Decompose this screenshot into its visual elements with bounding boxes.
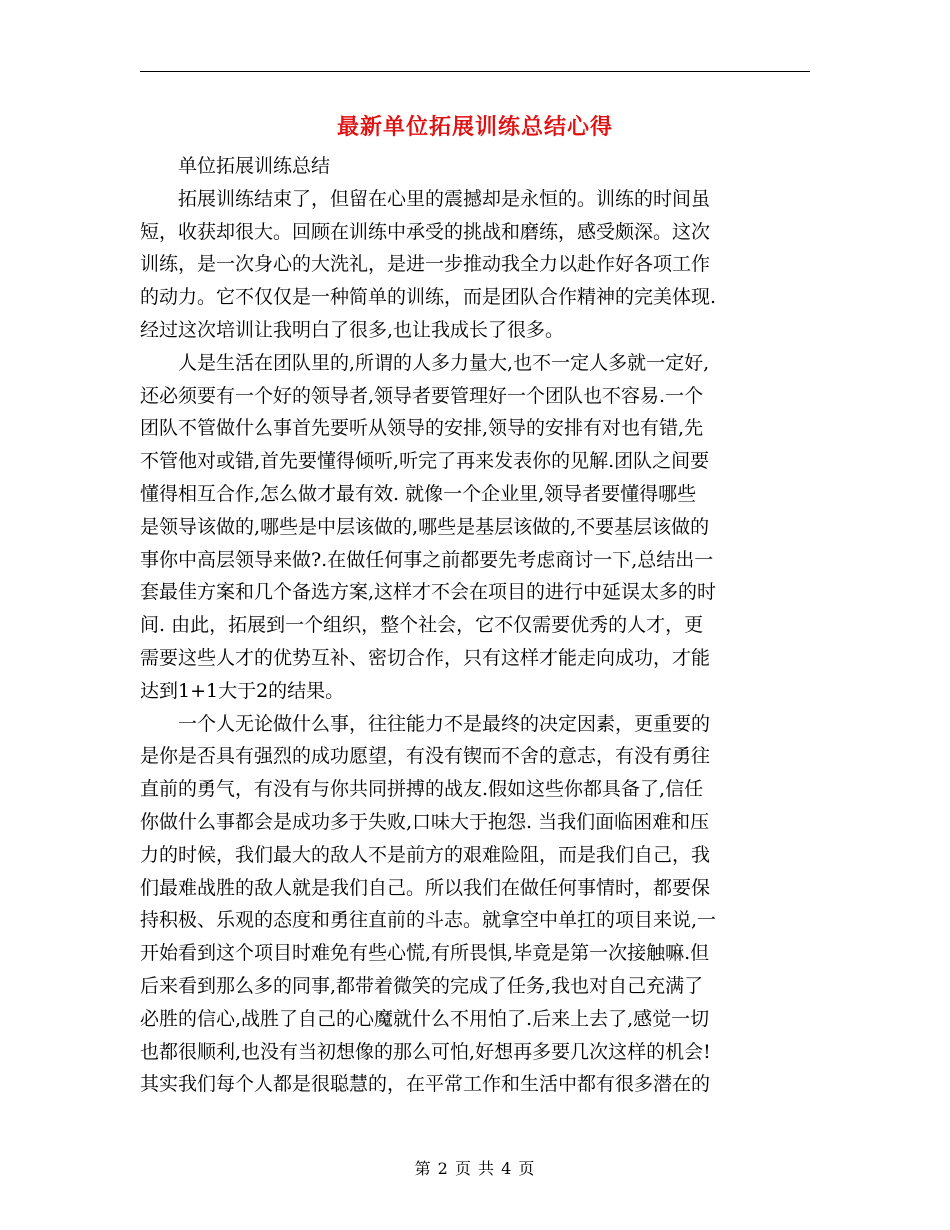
- body-line: 需要这些人才的优势互补、密切合作，只有这样才能走向成功，才能: [140, 646, 711, 669]
- body-line: 人是生活在团队里的,所谓的人多力量大,也不一定人多就一定好,: [140, 351, 710, 374]
- body-line: 拓展训练结束了，但留在心里的震撼却是永恒的。训练的时间虽: [140, 187, 711, 210]
- body-line: 单位拓展训练总结: [140, 155, 331, 177]
- body-line: 直前的勇气，有没有与你共同拼搏的战友.假如这些你都具备了,信任: [140, 778, 704, 801]
- body-line: 的动力。它不仅仅是一种简单的训练，而是团队合作精神的完美体现.: [140, 286, 717, 309]
- body-line: 经过这次培训让我明白了很多,也让我成长了很多。: [140, 318, 565, 341]
- body-line: 短，收获却很大。回顾在训练中承受的挑战和磨练，感受颇深。这次: [140, 220, 711, 243]
- body-line: 达到1+1大于2的结果。: [140, 679, 345, 702]
- body-line: 其实我们每个人都是很聪慧的，在平常工作和生活中都有很多潜在的: [140, 1073, 711, 1096]
- body-line: 开始看到这个项目时难免有些心慌,有所畏惧,毕竟是第一次接触嘛.但: [140, 942, 710, 965]
- body-line: 是你是否具有强烈的成功愿望，有没有锲而不舍的意志，有没有勇往: [140, 745, 711, 768]
- body-line: 事你中高层领导来做?.在做任何事之前都要先考虑商讨一下,总结出一: [140, 548, 714, 571]
- body-line: 懂得相互合作,怎么做才最有效. 就像一个企业里,领导者要懂得哪些: [140, 482, 697, 505]
- body-line: 必胜的信心,战胜了自己的心魔就什么不用怕了.后来上去了,感觉一切: [140, 1007, 710, 1030]
- body-line: 不管他对或错,首先要懂得倾听,听完了再来发表你的见解.团队之间要: [140, 450, 710, 473]
- document-body: [140, 150, 800, 1101]
- body-line: 还必须要有一个好的领导者,领导者要管理好一个团队也不容易.一个: [140, 384, 704, 407]
- body-line: 持积极、乐观的态度和勇往直前的斗志。就拿空中单扛的项目来说,一: [140, 909, 717, 932]
- body-line: 也都很顺利,也没有当初想像的那么可怕,好想再多要几次这样的机会!: [140, 1040, 711, 1063]
- page-title: 最新单位拓展训练总结心得: [336, 115, 613, 140]
- body-line: 你做什么事都会是成功多于失败,口味大于抱怨. 当我们面临困难和压: [140, 810, 710, 833]
- body-line: 训练，是一次身心的大洗礼，是进一步推动我全力以赴作好各项工作: [140, 253, 711, 276]
- body-line: 间. 由此，拓展到一个组织，整个社会，它不仅需要优秀的人才，更: [140, 614, 704, 637]
- page-footer: 第 2 页 共 4 页: [414, 1159, 536, 1178]
- body-line: 是领导该做的,哪些是中层该做的,哪些是基层该做的,不要基层该做的: [140, 515, 710, 538]
- header-rule: [140, 71, 810, 72]
- body-line: 套最佳方案和几个备选方案,这样才不会在项目的进行中延误太多的时: [140, 581, 717, 604]
- body-line: 力的时候，我们最大的敌人不是前方的艰难险阻，而是我们自己，我: [140, 843, 711, 866]
- body-line: 团队不管做什么事首先要听从领导的安排,领导的安排有对也有错,先: [140, 417, 704, 440]
- body-line: 们最难战胜的敌人就是我们自己。所以我们在做任何事情时，都要保: [140, 876, 711, 899]
- body-line: 一个人无论做什么事，往往能力不是最终的决定因素，更重要的: [140, 712, 711, 735]
- body-line: 后来看到那么多的同事,都带着微笑的完成了任务,我也对自己充满了: [140, 974, 704, 997]
